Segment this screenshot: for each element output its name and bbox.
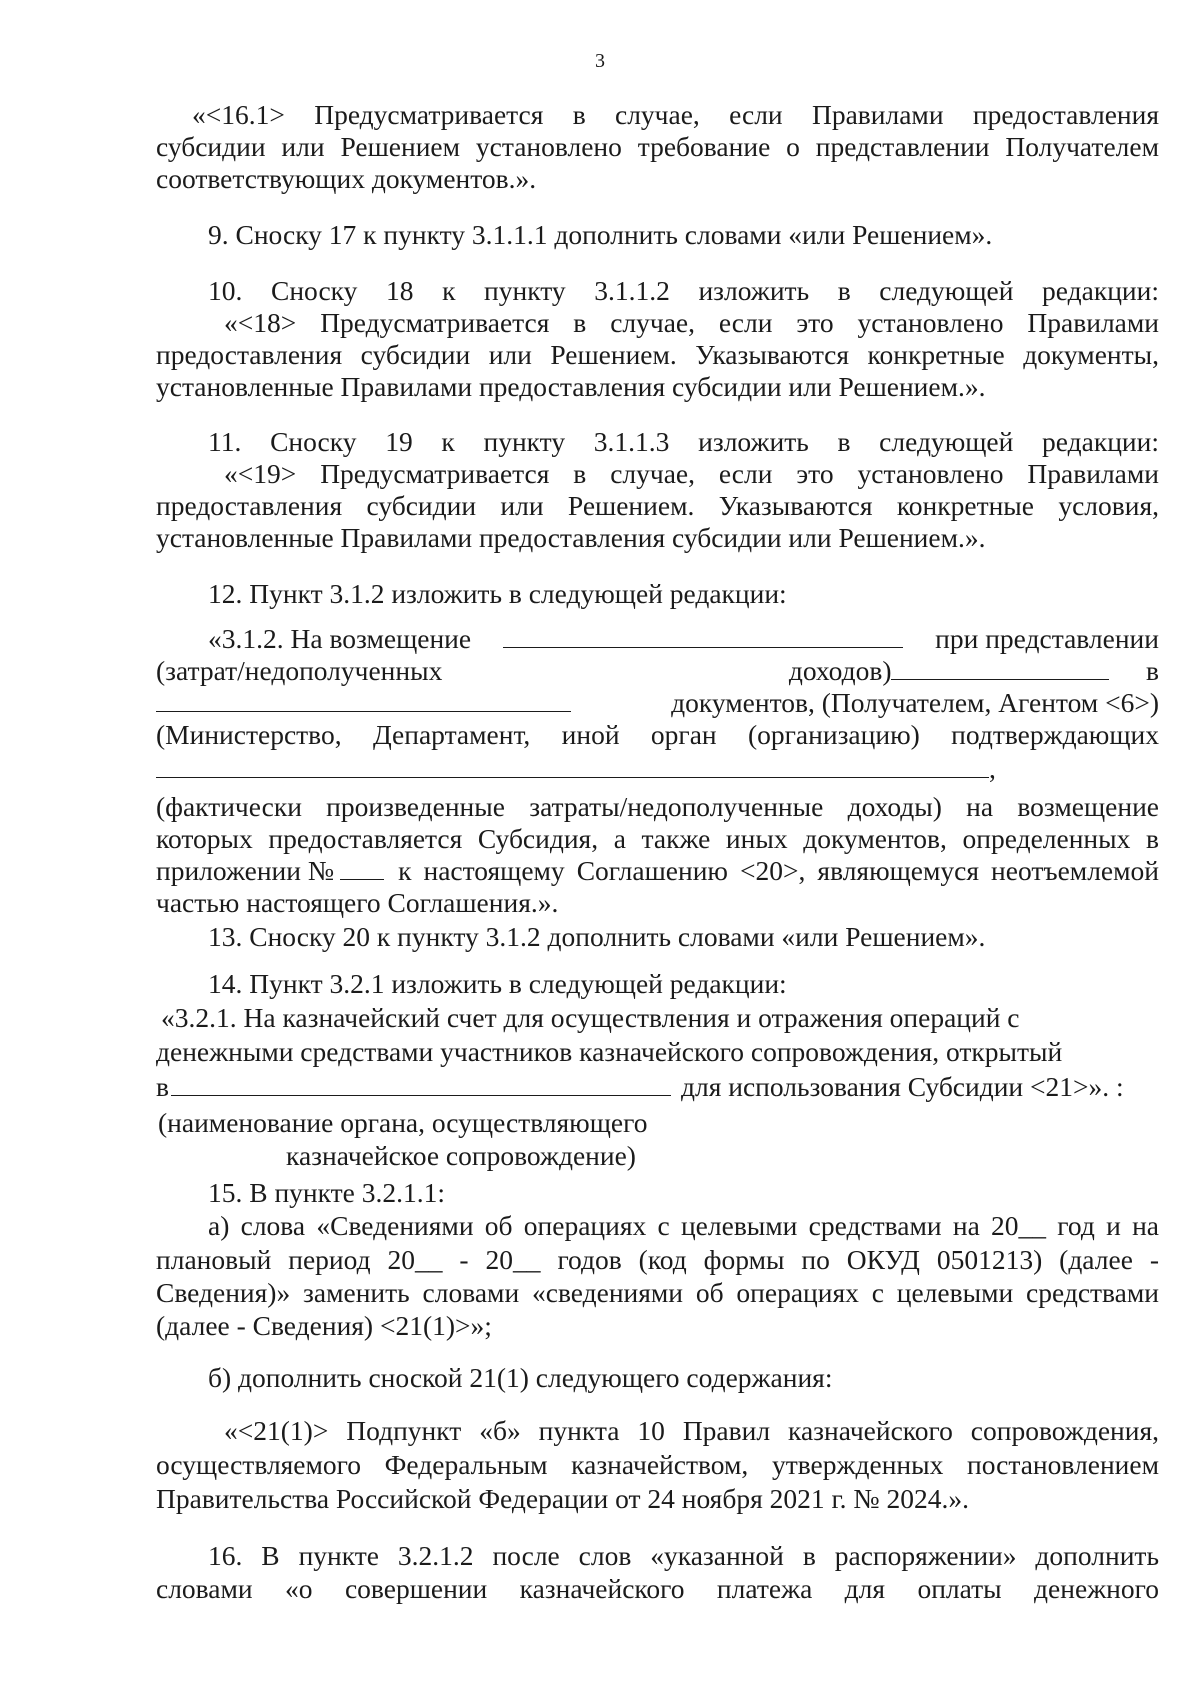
form-line — [208, 622, 1159, 655]
form-line — [156, 752, 1159, 785]
text-line: Правительства Российской Федерации от 24 ноября 2021 г. № 2024.». — [156, 1483, 970, 1514]
form-line — [156, 854, 1159, 887]
text-line: 11. Сноску 19 к пункту 3.1.1.3 изложить в следующей редакции: — [208, 426, 1159, 457]
text-fragment: (затрат/недополученных — [156, 655, 443, 686]
text-fragment: для использования Субсидии <21>». : — [681, 1071, 1124, 1102]
text-line: б) дополнить сноской 21(1) следующего содержания: — [208, 1362, 833, 1393]
blank-field — [503, 623, 903, 648]
text-line: частью настоящего Соглашения.». — [156, 887, 559, 918]
text-line: соответствующих документов.». — [156, 163, 537, 194]
blank-field — [156, 687, 571, 712]
text-fragment: , — [989, 753, 996, 784]
text-line: предоставления субсидии или Решением. Указываются конкретные условия, — [156, 490, 1159, 521]
text-line: 14. Пункт 3.2.1 изложить в следующей редакции: — [208, 968, 787, 999]
blank-field — [171, 1071, 671, 1096]
text-line: (Министерство, Департамент, иной орган (организацию) подтверждающих — [156, 719, 1159, 750]
form-line — [156, 686, 1159, 719]
text-line: (наименование органа, осуществляющего — [158, 1107, 648, 1138]
text-fragment: доходов) — [788, 655, 892, 686]
text-fragment: в — [156, 1071, 169, 1102]
text-fragment: документов, (Получателем, Агентом <6>) — [671, 687, 1159, 718]
text-line: Сведения)» заменить словами «сведениями об операциях с целевыми средствами — [156, 1277, 1159, 1308]
text-line: казначейское сопровождение) — [286, 1140, 636, 1171]
text-line: осуществляемого Федеральным казначейством, утвержденных постановлением — [156, 1449, 1159, 1480]
text-line: субсидии или Решением установлено требование о представлении Получателем — [156, 131, 1159, 162]
text-line: 16. В пункте 3.2.1.2 после слов «указанной в распоряжении» дополнить — [208, 1540, 1159, 1571]
text-line: 13. Сноску 20 к пункту 3.1.2 дополнить словами «или Решением». — [208, 921, 986, 952]
text-line: 9. Сноску 17 к пункту 3.1.1.1 дополнить словами «или Решением». — [208, 219, 993, 250]
form-line — [156, 1070, 1146, 1103]
text-line: денежными средствами участников казначейского сопровождения, открытый — [156, 1036, 1063, 1067]
text-fragment: «3.1.2. На возмещение — [208, 623, 472, 654]
form-fragment — [789, 654, 1110, 687]
text-line: 12. Пункт 3.1.2 изложить в следующей редакции: — [208, 578, 787, 609]
blank-field — [156, 753, 989, 778]
form-line — [156, 654, 1159, 687]
page-number: 3 — [595, 50, 605, 72]
text-fragment: при представлении — [935, 623, 1159, 654]
blank-field — [340, 855, 384, 880]
text-line: «<16.1> Предусматривается в случае, если Правилами предоставления — [192, 99, 1159, 130]
text-line: «<21(1)> Подпункт «б» пункта 10 Правил казначейского сопровождения, — [224, 1415, 1159, 1446]
text-line: «<19> Предусматривается в случае, если это установлено Правилами — [224, 458, 1159, 489]
text-line: «<18> Предусматривается в случае, если это установлено Правилами — [224, 307, 1159, 338]
text-line: установленные Правилами предоставления субсидии или Решением.». — [156, 371, 986, 402]
text-fragment: к настоящему Соглашению <20>, являющемуся неотъемлемой — [398, 855, 1159, 886]
text-line: предоставления субсидии или Решением. Указываются конкретные документы, — [156, 339, 1159, 370]
text-line: словами «о совершении казначейского платежа для оплаты денежного — [156, 1573, 1159, 1604]
text-line: 15. В пункте 3.2.1.1: — [208, 1177, 446, 1208]
text-line: (фактически произведенные затраты/недополученные доходы) на возмещение — [156, 791, 1159, 822]
text-fragment: в — [1146, 655, 1159, 686]
text-line: а) слова «Сведениями об операциях с целевыми средствами на 20__ год и на — [208, 1210, 1159, 1241]
text-line: 10. Сноску 18 к пункту 3.1.1.2 изложить в следующей редакции: — [208, 275, 1159, 306]
text-line: «3.2.1. На казначейский счет для осуществления и отражения операций с — [161, 1002, 1020, 1033]
text-fragment: приложении № — [156, 855, 335, 886]
text-line: которых предоставляется Субсидия, а также иных документов, определенных в — [156, 823, 1159, 854]
text-line: (далее - Сведения) <21(1)>»; — [156, 1310, 492, 1341]
blank-field — [891, 655, 1109, 680]
text-line: плановый период 20__ - 20__ годов (код формы по ОКУД 0501213) (далее - — [156, 1244, 1159, 1275]
text-line: установленные Правилами предоставления субсидии или Решением.». — [156, 522, 986, 553]
